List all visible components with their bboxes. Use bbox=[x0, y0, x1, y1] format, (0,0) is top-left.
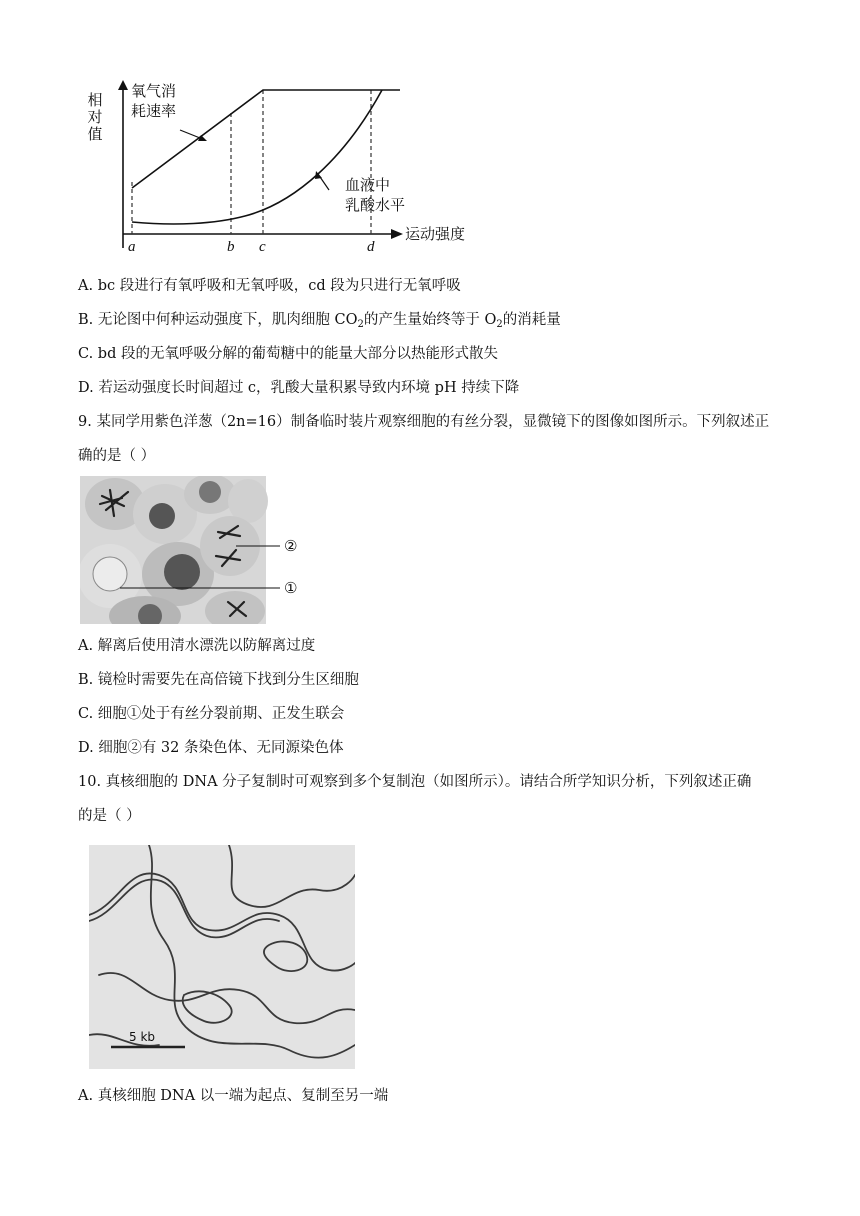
q9-option-d: D. 细胞②有 32 条染色体、无同源染色体 bbox=[78, 740, 344, 756]
tick-b: b bbox=[227, 239, 235, 255]
y-axis-arrow bbox=[118, 80, 128, 90]
y-axis-label: 相对值 bbox=[87, 91, 103, 143]
tick-c: c bbox=[259, 239, 266, 255]
q8-option-b-part3: 的消耗量 bbox=[502, 312, 561, 328]
q10-option-a: A. 真核细胞 DNA 以一端为起点、复制至另一端 bbox=[78, 1088, 389, 1104]
q9-stem-line2: 确的是（ ） bbox=[78, 448, 156, 464]
q8-option-c: C. bd 段的无氧呼吸分解的葡萄糖中的能量大部分以热能形式散失 bbox=[78, 346, 498, 362]
oxygen-label-line2: 耗速率 bbox=[131, 102, 177, 120]
q8-option-b bbox=[78, 310, 561, 335]
q9-stem-line1: 9. 某同学用紫色洋葱（2n=16）制备临时装片观察细胞的有丝分裂，显微镜下的图像如图所示。下列叙述正 bbox=[78, 414, 770, 430]
q8-sub-o2: 2 bbox=[496, 319, 503, 330]
q8-option-a: A. bc 段进行有氧呼吸和无氧呼吸，cd 段为只进行无氧呼吸 bbox=[78, 278, 461, 294]
q10-stem-line2: 的是（ ） bbox=[78, 808, 141, 824]
q9-option-c: C. 细胞①处于有丝分裂前期、正发生联会 bbox=[78, 706, 345, 722]
q8-sub-co2: 2 bbox=[357, 319, 364, 330]
mitosis-micrograph-svg bbox=[80, 476, 310, 624]
respiration-chart bbox=[85, 78, 485, 258]
x-axis-label: 运动强度 bbox=[405, 225, 466, 243]
scale-label: 5 kb bbox=[129, 1030, 156, 1044]
tick-a: a bbox=[128, 239, 136, 255]
tick-d: d bbox=[367, 239, 375, 255]
q8-option-d: D. 若运动强度长时间超过 c，乳酸大量积累导致内环境 pH 持续下降 bbox=[78, 380, 520, 396]
mitosis-micrograph bbox=[80, 476, 310, 624]
lactate-label-line1: 血液中 bbox=[345, 176, 391, 194]
lactate-label-line2: 乳酸水平 bbox=[345, 196, 406, 214]
q10-stem-line1: 10. 真核细胞的 DNA 分子复制时可观察到多个复制泡（如图所示）。请结合所学知识分析，下列叙述正确 bbox=[78, 774, 752, 790]
q9-option-b: B. 镜检时需要先在高倍镜下找到分生区细胞 bbox=[78, 672, 359, 688]
q8-option-b-part1: B. 无论图中何种运动强度下，肌肉细胞 CO bbox=[78, 312, 358, 328]
oxygen-label-line1: 氧气消 bbox=[131, 82, 177, 100]
x-axis-arrow bbox=[391, 229, 403, 239]
q8-option-b-part2: 的产生量始终等于 O bbox=[363, 312, 497, 328]
q9-option-a: A. 解离后使用清水漂洗以防解离过度 bbox=[78, 638, 316, 654]
cell-label-2: ② bbox=[284, 537, 298, 555]
dna-replication-micrograph bbox=[89, 845, 355, 1069]
cell-label-1: ① bbox=[284, 579, 298, 597]
